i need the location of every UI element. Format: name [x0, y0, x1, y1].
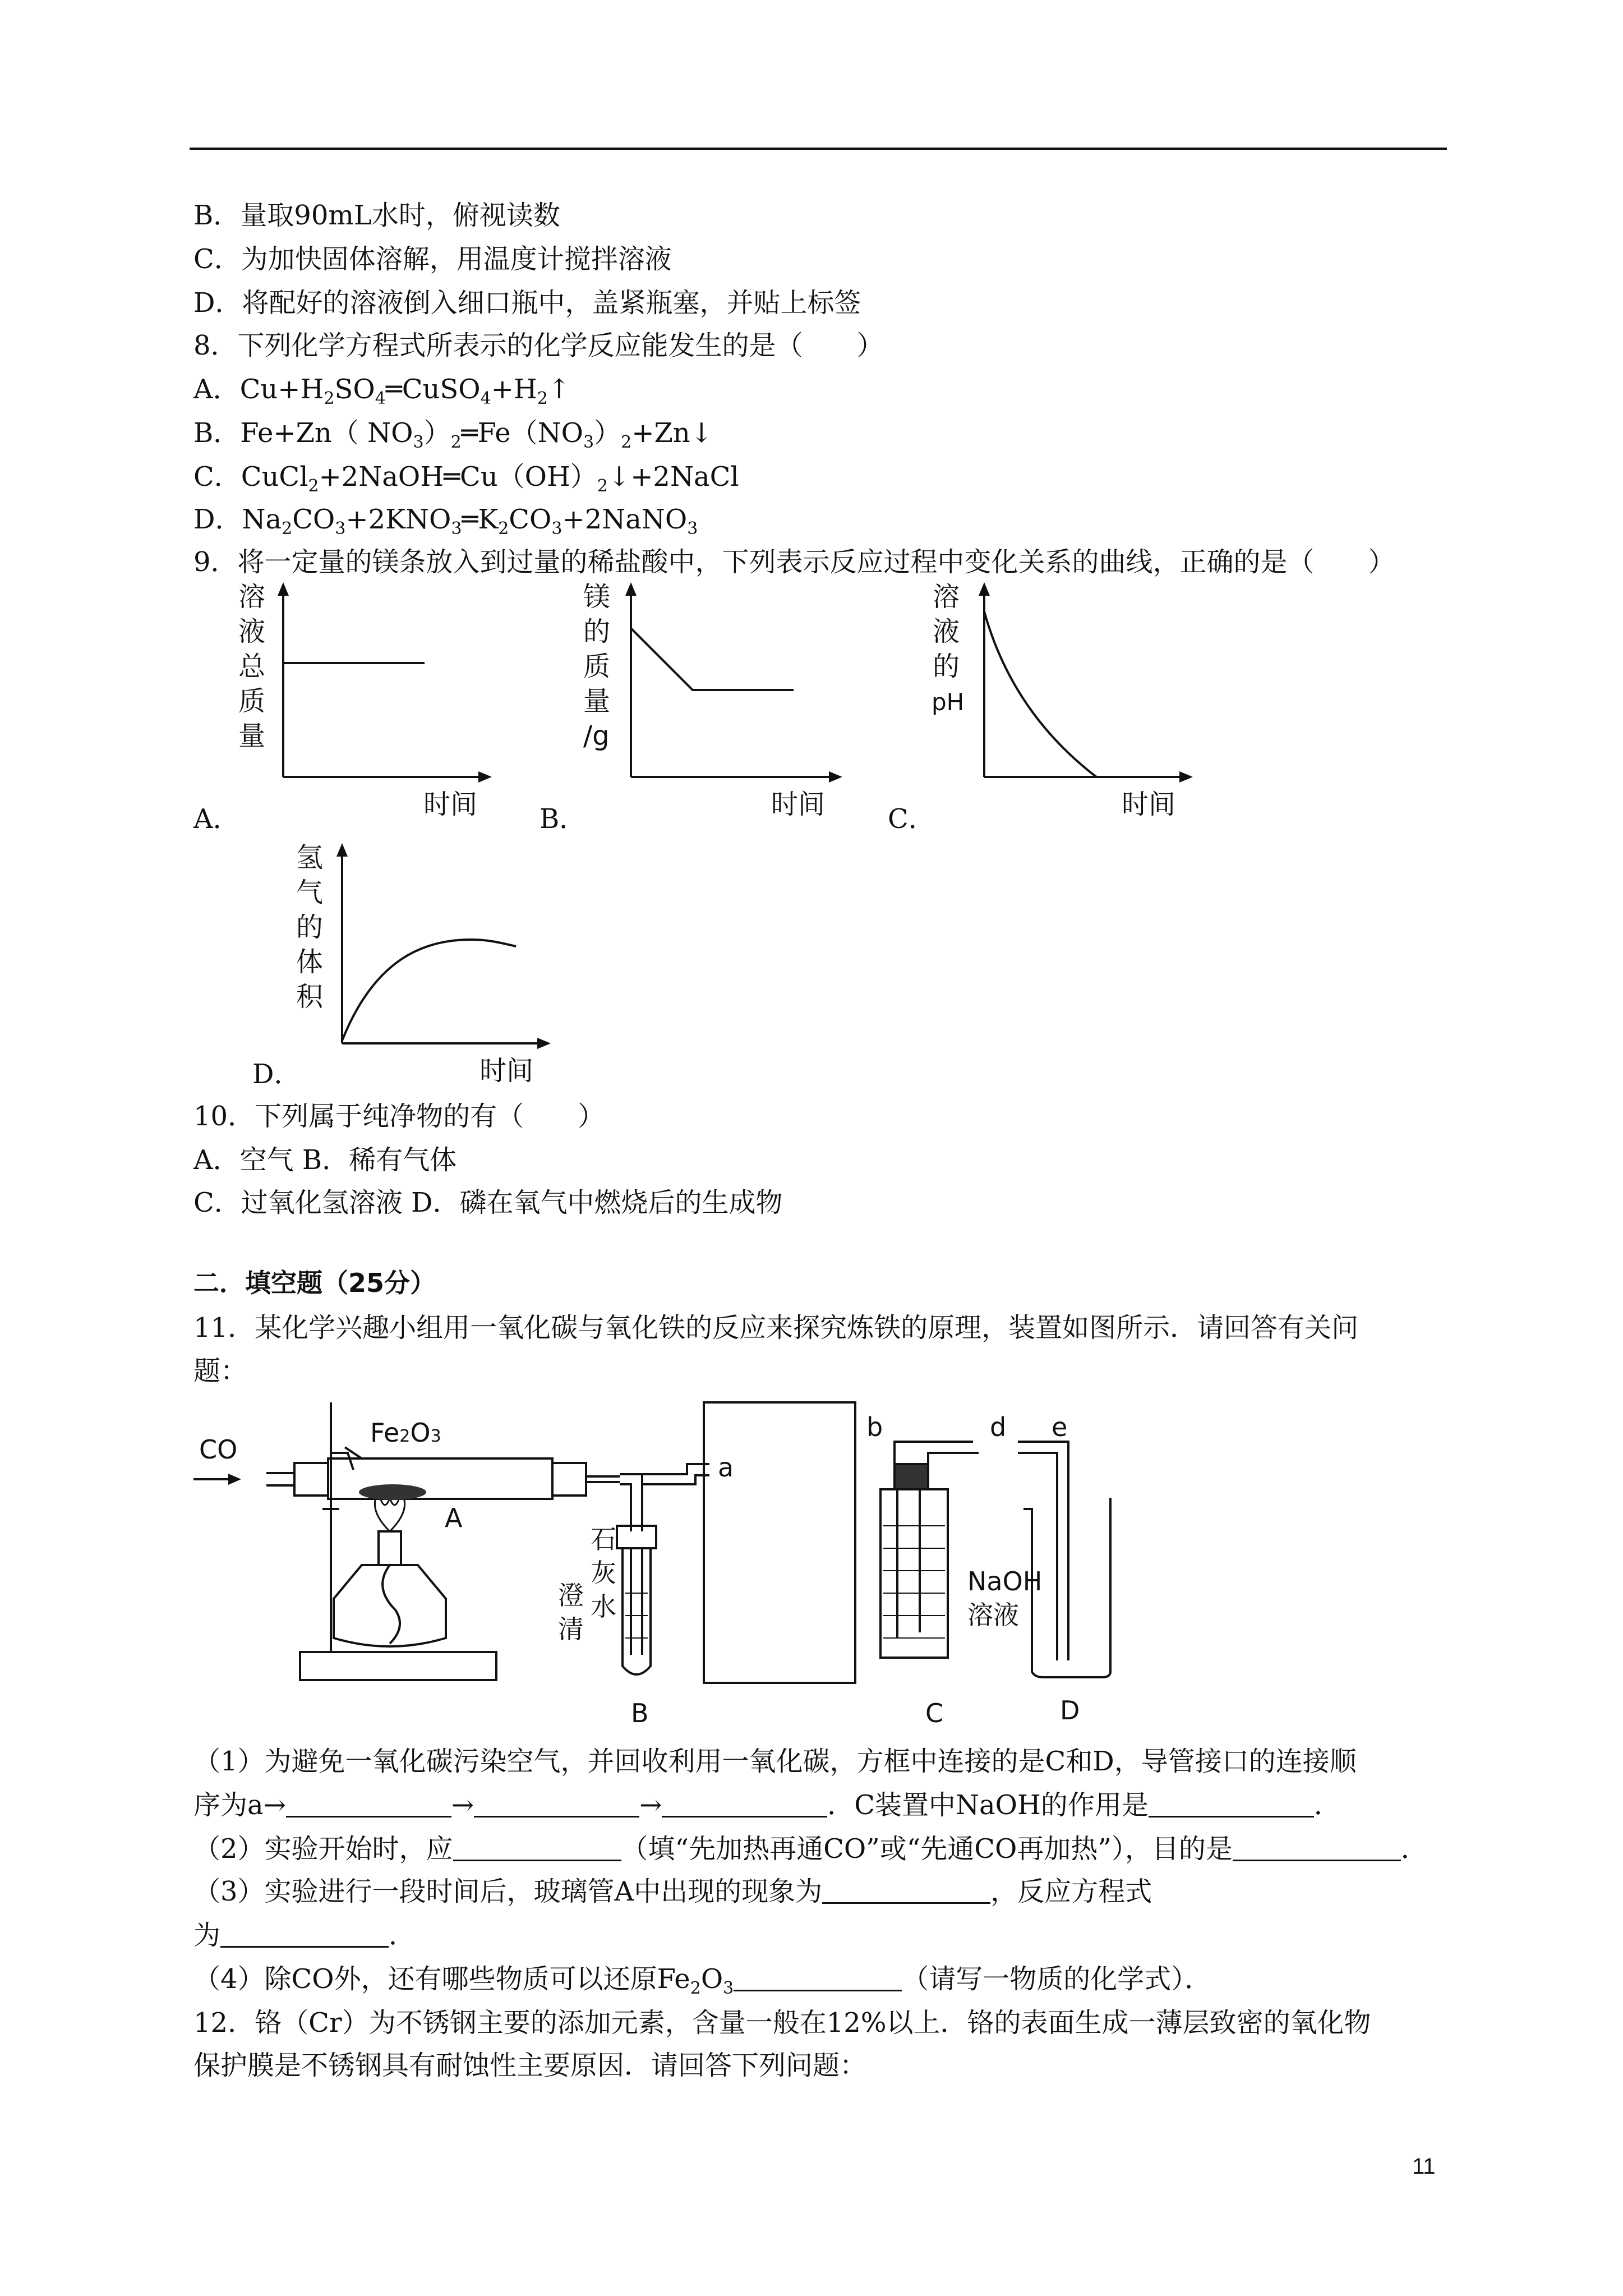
q11-part-2: （2）实验开始时，应 （填“先加热再通CO”或“先通CO再加热”），目的是 ．	[193, 1833, 1428, 1865]
q11-part-3-line-2: 为 ．	[193, 1920, 416, 1951]
question-11-line-1: 11．某化学兴趣小组用一氧化碳与氧化铁的反应来探究炼铁的原理，装置如图所示．请回答有关问	[193, 1312, 1359, 1343]
chart-b-ylabel-3: 质	[583, 651, 611, 682]
chart-b-ylabel-4: 量	[583, 685, 611, 717]
chart-d-curve	[342, 940, 516, 1041]
tube-a-label: A	[445, 1503, 463, 1533]
q10-options-cd: C．过氧化氢溶液 D．磷在氧气中燃烧后的生成物	[193, 1187, 783, 1218]
chart-c-ylabel-4: pH	[932, 688, 965, 716]
apparatus-b-label: B	[631, 1698, 649, 1728]
apparatus-d-label: D	[1060, 1695, 1080, 1726]
chart-d-ylabel-4: 体	[296, 946, 324, 978]
chart-c-ylabel-1: 溶	[933, 581, 960, 613]
chart-d-ylabel-3: 的	[296, 912, 324, 943]
option-b-line: B．量取90mL水时，俯视读数	[193, 200, 560, 231]
chart-b-ylabel-5: /g	[583, 720, 610, 752]
naoh-label: NaOH	[967, 1566, 1043, 1596]
limewater-label-5: 水	[591, 1591, 616, 1622]
limewater-label-4: 灰	[591, 1558, 616, 1588]
q11-part-1-line-2: 序为a→ → → ．C装置中NaOH的作用是 ．	[193, 1789, 1341, 1821]
chart-d	[286, 833, 578, 1093]
chart-a-ylabel-3: 总	[238, 651, 266, 682]
limewater-label-2: 清	[558, 1614, 584, 1644]
co-label: CO	[199, 1434, 238, 1465]
header-rule	[190, 148, 1447, 150]
chart-a	[227, 578, 519, 838]
chart-b-ylabel-2: 的	[583, 616, 611, 647]
question-11-line-2: 题：	[193, 1355, 248, 1387]
chart-c-ylabel-2: 液	[933, 616, 960, 647]
chart-a-ylabel-2: 液	[238, 616, 266, 647]
q11-part-4: （4）除CO外，还有哪些物质可以还原$Fe_2O_3$ （请写一物质的化学式）．	[193, 1963, 1212, 1998]
fe2o3-label: Fe2O3	[370, 1418, 441, 1448]
option-d-line: D．将配好的溶液倒入细口瓶中，盖紧瓶塞，并贴上标签	[193, 287, 861, 319]
q11-part-1-line-1: （1）为避免一氧化碳污染空气，并回收利用一氧化碳，方框中连接的是C和D，导管接口的连接顺	[193, 1746, 1357, 1777]
chart-c	[928, 578, 1220, 838]
naoh-solution-label: 溶液	[967, 1600, 1019, 1630]
apparatus-c-label: C	[925, 1698, 944, 1728]
limewater-label-3: 石	[591, 1524, 616, 1554]
chart-c-ylabel-3: 的	[933, 651, 960, 682]
apparatus-diagram	[193, 1397, 1203, 1730]
answer-blank-5[interactable]	[453, 1834, 621, 1861]
chart-b-xlabel: 时间	[771, 789, 826, 820]
chart-a-ylabel-5: 量	[238, 720, 266, 752]
q8-option-b: B．Fe+Zn（ $NO_3)_2═Fe(NO_3)_2+Zn↓$	[193, 417, 713, 452]
option-c-line: C．为加快固体溶解，用温度计搅拌溶液	[193, 243, 672, 275]
question-8: 8．下列化学方程式所表示的化学反应能发生的是（ ）	[193, 330, 884, 361]
answer-blank-8[interactable]	[220, 1920, 389, 1948]
port-e-label: e	[1052, 1412, 1068, 1442]
chart-a-ylabel-4: 质	[238, 685, 266, 717]
q10-options-ab: A．空气 B．稀有气体	[193, 1144, 457, 1176]
question-12-line-2: 保护膜是不锈钢具有耐蚀性主要原因．请回答下列问题：	[193, 2050, 867, 2081]
q8-option-c: C．$CuCl_2+2NaOH═Cu(OH)_2↓+2NaCl$	[193, 461, 739, 496]
answer-blank-2[interactable]	[474, 1790, 639, 1818]
chart-c-xlabel: 时间	[1122, 789, 1176, 820]
limewater-label-1: 澄	[558, 1580, 584, 1611]
chart-d-ylabel-1: 氢	[296, 842, 324, 873]
q11-part-3-line-1: （3）实验进行一段时间后，玻璃管A中出现的现象为 ，反应方程式	[193, 1876, 1152, 1907]
answer-blank-6[interactable]	[1233, 1834, 1401, 1861]
question-10: 10．下列属于纯净物的有（ ）	[193, 1101, 605, 1132]
answer-blank-9[interactable]	[734, 1964, 902, 1991]
page-number: 11	[1412, 2154, 1436, 2179]
chart-c-label: C．	[888, 803, 935, 835]
question-12-line-1: 12．铬（Cr）为不锈钢主要的添加元素，含量一般在12%以上．铬的表面生成一薄层致密的氧化物	[193, 2007, 1371, 2039]
question-9: 9．将一定量的镁条放入到过量的稀盐酸中，下列表示反应过程中变化关系的曲线，正确的是（ ）	[193, 546, 1395, 578]
q8-option-d: D．$Na_2CO_3+2KNO_3═K_2CO_3+2NaNO_3$	[193, 504, 698, 539]
chart-d-xlabel: 时间	[479, 1055, 534, 1087]
port-d-label: d	[990, 1412, 1007, 1442]
chart-a-label: A．	[193, 803, 240, 835]
chart-a-ylabel-1: 溶	[238, 581, 266, 613]
answer-blank-7[interactable]	[822, 1876, 990, 1904]
chart-d-ylabel-2: 气	[296, 877, 324, 908]
answer-blank-4[interactable]	[1149, 1790, 1314, 1818]
answer-blank-3[interactable]	[662, 1790, 827, 1818]
port-b-label: b	[866, 1412, 883, 1442]
chart-c-curve	[984, 611, 1096, 777]
q8-option-a: A．$Cu+H_2SO_4═CuSO_4+H_2↑$	[193, 374, 571, 408]
chart-b-ylabel-1: 镁	[583, 581, 611, 613]
chart-d-label: D．	[252, 1059, 301, 1090]
section-heading: 二．填空题（25分）	[193, 1268, 436, 1298]
answer-blank-1[interactable]	[286, 1790, 451, 1818]
chart-a-xlabel: 时间	[423, 789, 478, 820]
port-a-label: a	[718, 1452, 734, 1483]
chart-b-curve	[631, 628, 794, 690]
chart-b	[578, 578, 869, 838]
chart-d-ylabel-5: 积	[296, 981, 324, 1013]
chart-b-label: B．	[540, 803, 587, 835]
